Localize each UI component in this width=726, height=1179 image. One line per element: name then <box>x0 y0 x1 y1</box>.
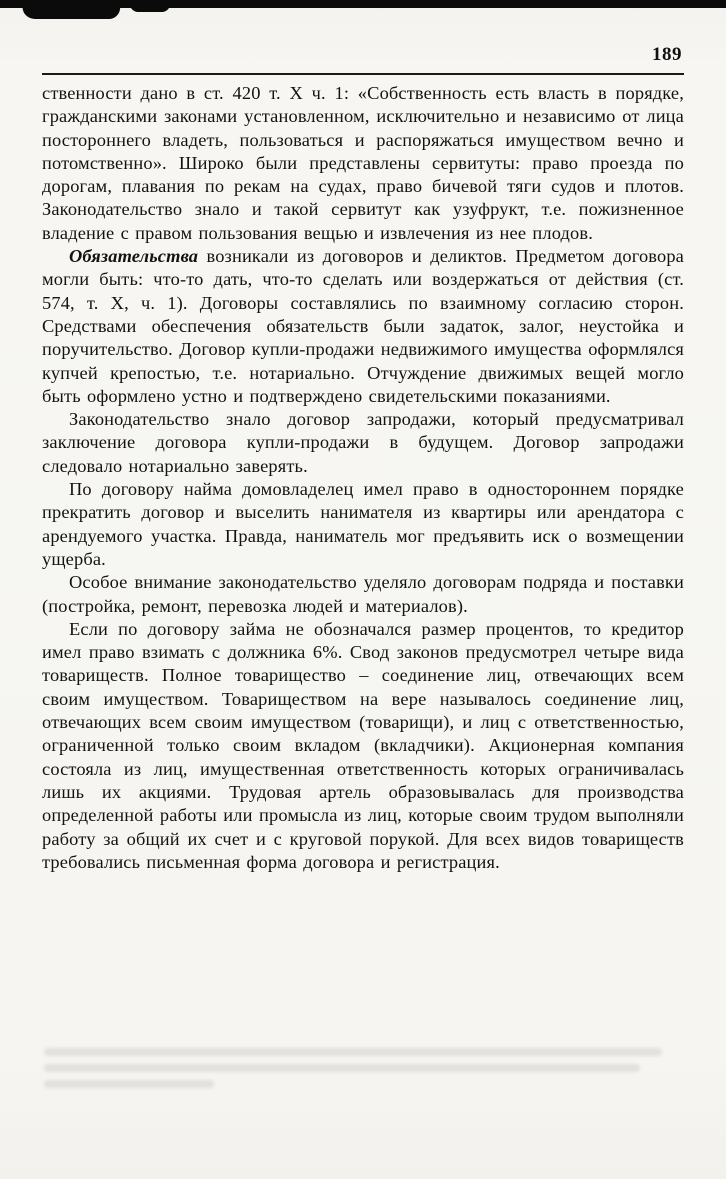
paragraph: ственности дано в ст. 420 т. X ч. 1: «Собственность есть власть в порядке, гражданскими законами установленном, исключительно и независимо от лица постороннего владеть, пользоваться и распоряжаться имуществом вечно и потомственно». Широко были представлены сервитуты: право проезда по дорогам, плавания по рекам на судах, право бичевой тяги судов и плотов. Законодательство знало и такой сервитут как узуфрукт, т.е. пожизненное владение с правом пользования вещью и извлечения из нее плодов. <box>42 83 684 243</box>
bleed-through-text <box>44 1064 640 1072</box>
paragraph: Обязательства возникали из договоров и деликтов. Предметом договора могли быть: что-то дать, что-то сделать или воздержаться от действия (ст. 574, т. X, ч. 1). Договоры составлялись по взаимному согласию сторон. Средствами обеспечения обязательств были задаток, залог, неустойка и поручительство. Договор купли-продажи недвижимого имущества оформлялся купчей крепостью, т.е. нотариально. Отчуждение движимых вещей могло быть оформлено устно и подтверждено свидетельскими показаниями. <box>42 246 684 406</box>
paragraph-lead-term: Обязательства <box>69 246 199 267</box>
paragraph: Законодательство знало договор запродажи, который предусматривал заключение договора купли-продажи в будущем. Договор запродажи следовало нотариально заверять. <box>42 409 684 476</box>
scan-ink-blob <box>130 0 170 12</box>
paragraph: Если по договору займа не обозначался размер процентов, то кредитор имел право взимать с должника 6%. Свод законов предусмотрел четыре вида товариществ. Полное товарищество – соединение лиц, отвечающих всем своим имуществом. Товариществом на вере называлось соединение лиц, отвечающих всем своим имуществом (товарищи), и лиц с ответственностью, ограниченной только своим вкладом (вкладчики). Акционерная компания состояла из лиц, имущественная ответственность которых ограничивалась лишь их акциями. Трудовая артель образовывалась для производства определенной работы или промысла из лиц, которые своим трудом выполняли работу за общий их счет и с круговой порукой. Для всех видов товариществ требовались письменная форма договора и регистрация. <box>42 618 684 872</box>
text-block <box>42 82 684 874</box>
page-number: 189 <box>652 44 682 65</box>
header-rule <box>42 73 684 75</box>
scan-ink-blob <box>21 0 121 19</box>
bleed-through-text <box>44 1048 662 1056</box>
bleed-through-text <box>44 1080 214 1088</box>
paragraph: По договору найма домовладелец имел право в одностороннем порядке прекратить договор и выселить нанимателя из квартиры или арендатора с арендуемого участка. Правда, наниматель мог предъявить иск о возмещении ущерба. <box>42 479 684 569</box>
paragraph: Особое внимание законодательство уделяло договорам подряда и поставки (постройка, ремонт, перевозка людей и материалов). <box>42 572 684 616</box>
